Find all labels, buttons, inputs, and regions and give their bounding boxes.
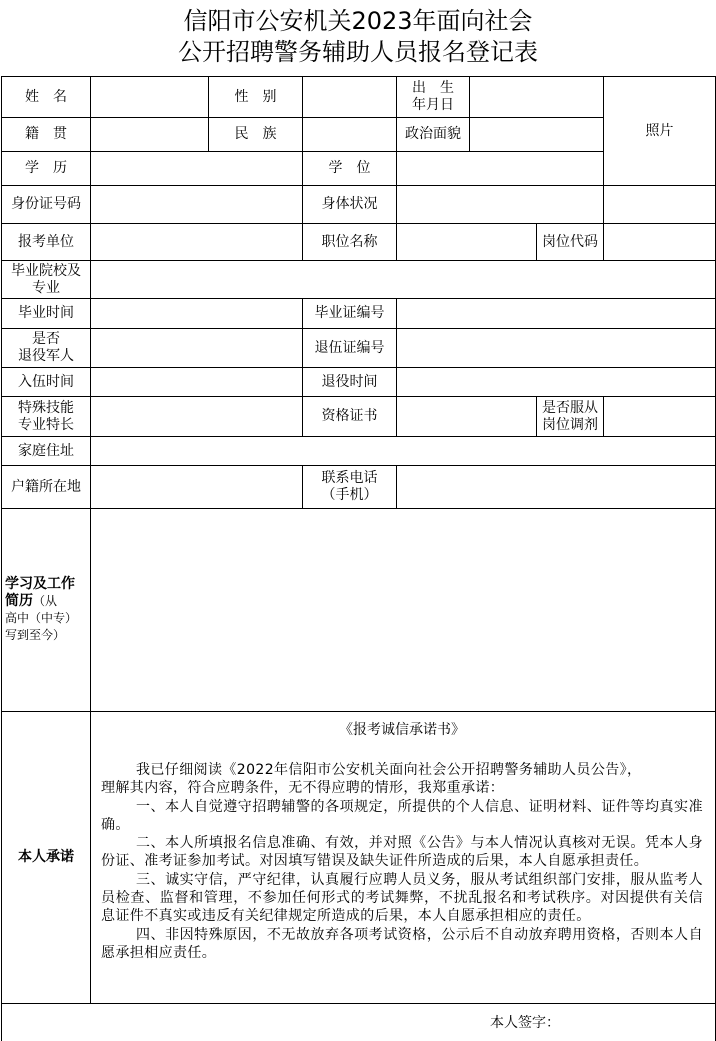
enlist-time-field[interactable]: [91, 368, 303, 397]
phone-label: [303, 466, 397, 509]
education-label: 学 历: [2, 152, 91, 186]
discharge-no-label: 退伍证编号: [303, 329, 397, 368]
unit-label: 报考单位: [2, 224, 91, 261]
form-title-line1: 信阳市公安机关2023年面向社会: [183, 7, 533, 35]
grad-time-label: 毕业时间: [2, 299, 91, 329]
resume-label-bold: 简历: [5, 593, 33, 609]
pledge-item-1: 一、本人自觉遵守招聘辅警的各项规定，所提供的个人信息、证明材料、证件等均真实准确。: [101, 798, 703, 833]
certificate-field[interactable]: [397, 397, 537, 437]
certificate-label: 资格证书: [303, 397, 397, 437]
position-name-field[interactable]: [397, 224, 537, 261]
discharge-no-field[interactable]: [397, 329, 716, 368]
skills-label: [2, 397, 91, 437]
form-title: [0, 6, 716, 68]
name-label: 姓 名: [2, 77, 91, 118]
name-field[interactable]: [91, 77, 209, 118]
transfer-label-line1: 是否服从: [542, 399, 598, 416]
degree-label: 学 位: [303, 152, 397, 186]
pledge-heading: 《报考诚信承诺书》: [339, 722, 465, 738]
birth-field[interactable]: [470, 77, 604, 118]
transfer-field[interactable]: [604, 397, 716, 437]
unit-field[interactable]: [91, 224, 303, 261]
diploma-no-label: 毕业证编号: [303, 299, 397, 329]
position-code-label: 岗位代码: [537, 224, 604, 261]
pledge-content: [91, 712, 716, 1004]
grad-time-field[interactable]: [91, 299, 303, 329]
resume-label-line4: 写到至今）: [5, 628, 66, 642]
retire-time-label: 退役时间: [303, 368, 397, 397]
signature-row[interactable]: [2, 1004, 716, 1041]
skills-label-line1: 特殊技能: [18, 399, 74, 416]
pledge-item-2: 二、本人所填报名信息准确、有效，并对照《公告》与本人情况认真核对无误。凭本人身份证、准考证参加考试。对因填写错误及缺失证件所造成的后果，本人自愿承担责任。: [101, 835, 703, 870]
enlist-time-label: 入伍时间: [2, 368, 91, 397]
resume-label: [2, 509, 91, 712]
gender-field[interactable]: [303, 77, 397, 118]
pledge-intro-cont: 理解其内容，符合应聘条件，无不得应聘的情形，我郑重承诺：: [101, 780, 505, 797]
school-field[interactable]: [91, 261, 716, 299]
birth-label-line1: 出 生: [412, 80, 454, 96]
native-place-label: 籍 贯: [2, 118, 91, 152]
id-number-label: 身份证号码: [2, 186, 91, 224]
health-field[interactable]: [397, 186, 604, 224]
transfer-label-line2: 岗位调剂: [542, 416, 598, 433]
photo-box[interactable]: 照片: [604, 77, 716, 186]
pledge-item-3: 三、诚实守信，严守纪律，认真履行应聘人员义务，服从考试组织部门安排，服从监考人员检查、监督和管理，不参加任何形式的考试舞弊，不扰乱报名和考试秩序。对因提供有关信息证件不真实或违反有关纪律规定所造成的后果，本人自愿承担相应的责任。: [101, 871, 703, 925]
transfer-label: [537, 397, 604, 437]
address-field[interactable]: [91, 437, 716, 466]
resume-field[interactable]: [91, 509, 716, 712]
phone-label-line1: 联系电话: [321, 470, 378, 486]
gender-label: 性 别: [209, 77, 303, 118]
skills-field[interactable]: [91, 397, 303, 437]
veteran-label-line2: 退役军人: [18, 348, 74, 364]
skills-label-line2: 专业特长: [18, 416, 74, 433]
id-number-field[interactable]: [91, 186, 303, 224]
degree-field[interactable]: [397, 152, 604, 186]
phone-field[interactable]: [397, 466, 716, 509]
veteran-field[interactable]: [91, 329, 303, 368]
school-label-line2: 专业: [32, 279, 60, 296]
address-label: 家庭住址: [2, 437, 91, 466]
position-name-label: 职位名称: [303, 224, 397, 261]
signature-label: 本人签字：: [490, 1015, 560, 1031]
school-label: [2, 261, 91, 299]
pledge-label: 本人承诺: [2, 712, 91, 1004]
resume-label-paren: （从: [33, 594, 58, 608]
household-field[interactable]: [91, 466, 303, 509]
school-label-line1: 毕业院校及: [11, 262, 81, 279]
pledge-intro: 我已仔细阅读《2022年信阳市公安机关面向社会公开招聘警务辅助人员公告》，: [136, 762, 642, 778]
position-code-field[interactable]: [604, 224, 716, 261]
phone-label-line2: （手机）: [321, 487, 378, 503]
resume-label-line3: 高中（中专）: [5, 611, 78, 625]
political-status-label: 政治面貌: [397, 118, 470, 152]
ethnicity-label: 民 族: [209, 118, 303, 152]
resume-label-line2: [5, 593, 88, 610]
retire-time-field[interactable]: [397, 368, 716, 397]
birth-label-line2: 年月日: [412, 97, 454, 113]
native-place-field[interactable]: [91, 118, 209, 152]
education-field[interactable]: [91, 152, 303, 186]
veteran-label-line1: 是否: [32, 331, 60, 347]
resume-label-line1: 学习及工作: [5, 576, 75, 592]
photo-extension: [604, 186, 716, 224]
household-label: 户籍所在地: [2, 466, 91, 509]
diploma-no-field[interactable]: [397, 299, 716, 329]
form-title-line2: 公开招聘警务辅助人员报名登记表: [178, 38, 538, 66]
pledge-item-4: 四、非因特殊原因，不无故放弃各项考试资格，公示后不自动放弃聘用资格，否则本人自愿承担相应责任。: [101, 926, 703, 961]
ethnicity-field[interactable]: [303, 118, 397, 152]
political-status-field[interactable]: [470, 118, 604, 152]
veteran-label: [2, 329, 91, 368]
registration-form: [1, 76, 716, 1041]
birth-label: [397, 77, 470, 118]
health-label: 身体状况: [303, 186, 397, 224]
